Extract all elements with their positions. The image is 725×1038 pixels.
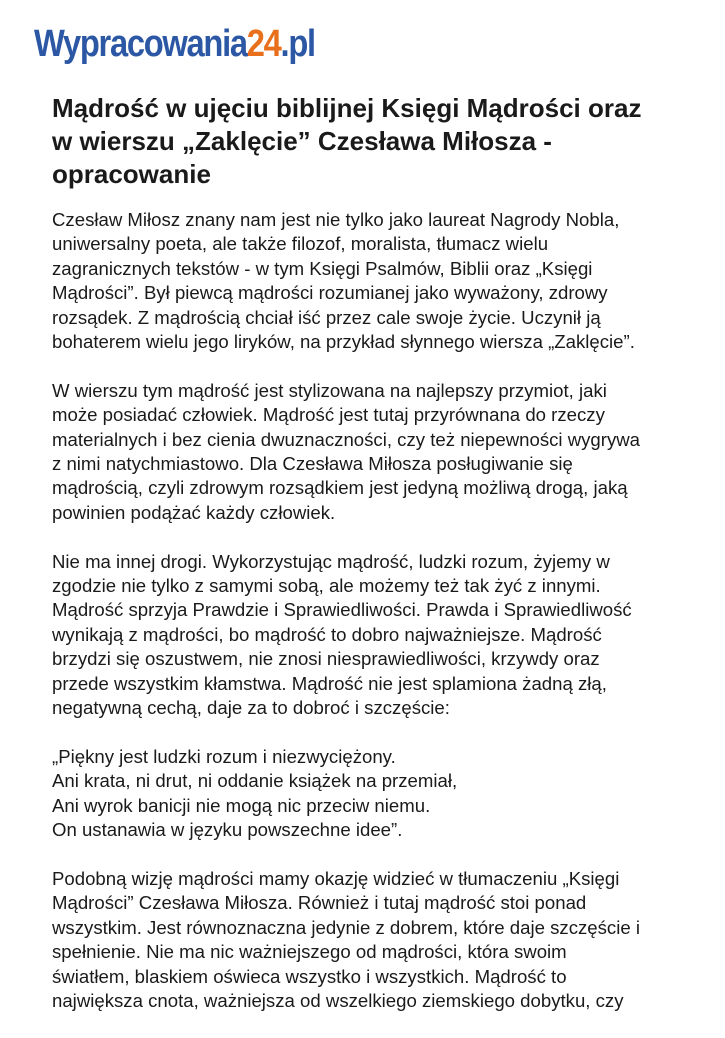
paragraph-wisdom bbox=[52, 379, 712, 525]
text-line: spełnienie. Nie ma nic ważniejszego od mądrości, która swoim bbox=[52, 941, 567, 963]
text-line: Nie ma innej drogi. Wykorzystując mądrość, ludzki rozum, żyjemy w bbox=[52, 550, 610, 572]
article-body bbox=[52, 208, 712, 1038]
poem-quote bbox=[52, 745, 712, 843]
text-line: materialnych i bez cienia dwuznaczności, czy też niepewności wygrywa bbox=[52, 428, 641, 450]
text-line: największa cnota, ważniejsza od wszelkiego ziemskiego dobytku, czy bbox=[52, 989, 624, 1011]
logo-word: Wypracowania bbox=[34, 23, 247, 65]
text-line: rozsądek. Z mądrością chciał iść przez cale swoje życie. Uczynił ją bbox=[52, 306, 601, 328]
text-line: W wierszu tym mądrość jest stylizowana na najlepszy przymiot, jaki bbox=[52, 379, 607, 401]
paragraph-intro bbox=[52, 208, 712, 354]
poem-line: Ani wyrok banicji nie mogą nic przeciw niemu. bbox=[52, 794, 431, 816]
text-line: Czesław Miłosz znany nam jest nie tylko jako laureat Nagrody Nobla, bbox=[52, 209, 620, 230]
title-line: w wierszu „Zaklęcie” Czesława Miłosza - bbox=[52, 126, 552, 156]
text-line: wszystkim. Jest równoznaczna jedynie z dobrem, które daje szczęście i bbox=[52, 916, 641, 938]
text-line: z nimi natychmiastowo. Dla Czesława Miłosza posługiwanie się bbox=[52, 453, 573, 475]
text-line: zgodzie nie tylko z samymi sobą, ale możemy też tak żyć z innymi. bbox=[52, 575, 601, 597]
text-line: uniwersalny poeta, ale także filozof, moralista, tłumacz wielu bbox=[52, 233, 549, 255]
title-line: opracowanie bbox=[52, 159, 211, 189]
poem-line: On ustanawia w języku powszechne idee”. bbox=[52, 819, 403, 841]
text-line: powinien podążać każdy człowiek. bbox=[52, 501, 336, 523]
text-line: może posiadać człowiek. Mądrość jest tutaj przyrównana do rzeczy bbox=[52, 404, 605, 426]
text-line: światłem, blaskiem oświeca wszystko i wszystkich. Mądrość to bbox=[52, 965, 567, 987]
text-line: negatywną cechą, daje za to dobroć i szczęście: bbox=[52, 697, 450, 719]
text-line: Mądrości” Czesława Miłosza. Również i tutaj mądrość stoi ponad bbox=[52, 892, 587, 914]
logo-number: 24 bbox=[246, 23, 281, 65]
paragraph-book-of-wisdom bbox=[52, 867, 712, 1013]
poem-line: „Piękny jest ludzki rozum i niezwyciężony. bbox=[52, 745, 396, 767]
site-logo[interactable] bbox=[34, 14, 315, 74]
page-title bbox=[52, 92, 682, 191]
text-line: Mądrości”. Był piewcą mądrości rozumianej jako wyważony, zdrowy bbox=[52, 282, 608, 304]
text-line: brzydzi się oszustwem, nie znosi niesprawiedliwości, krzywdy oraz bbox=[52, 648, 600, 670]
text-line: bohaterem wielu jego liryków, na przykład słynnego wiersza „Zaklęcie”. bbox=[52, 331, 635, 353]
text-line: wynikają z mądrości, bo mądrość to dobro najważniejsze. Mądrość bbox=[52, 623, 602, 645]
text-line: Mądrość sprzyja Prawdzie i Sprawiedliwości. Prawda i Sprawiedliwość bbox=[52, 599, 632, 621]
text-line: przede wszystkim kłamstwa. Mądrość nie jest splamiona żadną złą, bbox=[52, 672, 607, 694]
logo-domain: .pl bbox=[280, 23, 315, 65]
poem-line: Ani krata, ni drut, ni oddanie książek na przemiał, bbox=[52, 770, 458, 792]
title-line: Mądrość w ujęciu biblijnej Księgi Mądrości oraz bbox=[52, 93, 642, 123]
text-line: Podobną wizję mądrości mamy okazję widzieć w tłumaczeniu „Księgi bbox=[52, 867, 620, 889]
paragraph-no-other-way bbox=[52, 550, 712, 721]
text-line: mądrością, czyli zdrowym rozsądkiem jest jedyną możliwą drogą, jaką bbox=[52, 477, 628, 499]
text-line: zagranicznych tekstów - w tym Księgi Psalmów, Biblii oraz „Księgi bbox=[52, 257, 593, 279]
